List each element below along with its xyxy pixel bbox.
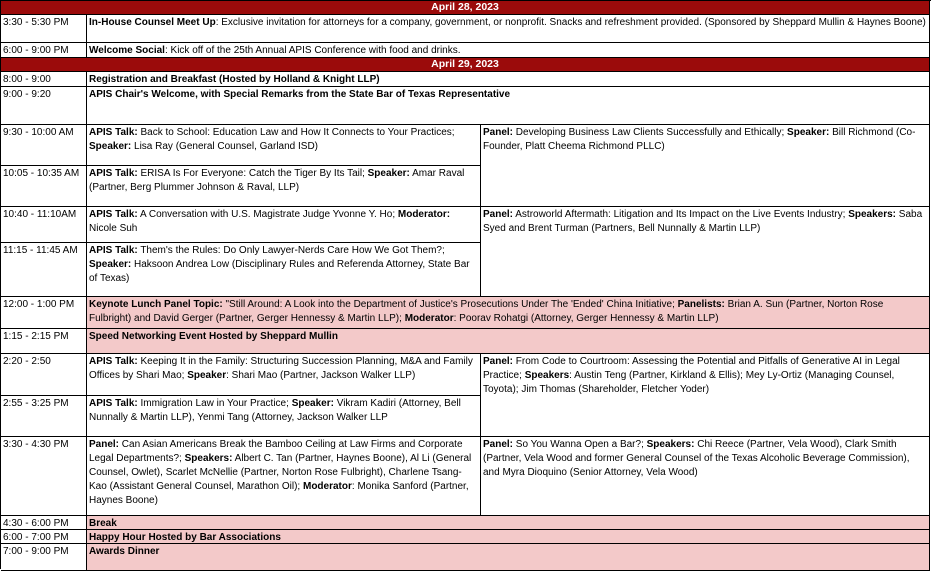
session-description: : Kick off of the 25th Annual APIS Conference with food and drinks. bbox=[164, 45, 461, 56]
time-cell: 1:15 - 2:15 PM bbox=[1, 329, 87, 354]
session-title: Registration and Breakfast (Hosted by Holland & Knight LLP) bbox=[89, 74, 380, 85]
session-kind: Panel: bbox=[89, 439, 120, 450]
session-kind: Keynote Lunch Panel Topic: bbox=[89, 299, 223, 310]
session-topic: Immigration Law in Your Practice; bbox=[137, 398, 292, 409]
speaker-names: Chi Reece (Partner, Vela Wood), Clark Smith (Partner, Vela Wood and former General Counsel of the Texas Alcoholic Beverage Commission), and Myra Dioquino (Senior Attorney, Vela Wood) bbox=[483, 439, 910, 478]
speaker-names: Lisa Ray (General Counsel, Garland ISD) bbox=[131, 141, 318, 152]
session-astroworld-panel bbox=[481, 207, 930, 297]
speaker-names: Bill Richmond (Co-Founder, Platt Cheema Richmond PLLC) bbox=[483, 127, 916, 152]
session-immigration-law bbox=[87, 396, 481, 437]
speaker-names: Amar Raval (Partner, Berg Plummer Johnson & Raval, LLP) bbox=[89, 168, 465, 193]
speaker-label: Speaker: bbox=[89, 259, 132, 270]
session-kind: APIS Talk: bbox=[89, 245, 138, 256]
speaker-names: Vikram Kadiri (Attorney, Bell Nunnally & Martin LLP), Yenmi Tang (Attorney, Jackson Walker LLP bbox=[89, 398, 461, 423]
session-awards-dinner bbox=[87, 544, 930, 571]
speaker-label: Speakers: bbox=[646, 439, 695, 450]
session-kind: Panel: bbox=[483, 356, 514, 367]
session-generative-ai-panel bbox=[481, 354, 930, 437]
session-title: Welcome Social bbox=[89, 45, 165, 56]
time-cell: 10:40 - 11:10AM bbox=[1, 207, 87, 243]
time-cell: 6:00 - 7:00 PM bbox=[1, 530, 87, 544]
session-bamboo-ceiling-panel bbox=[87, 437, 481, 516]
moderator-label: Moderator: bbox=[397, 209, 451, 220]
session-topic: Developing Business Law Clients Successfully and Ethically; bbox=[513, 127, 788, 138]
moderator-name: Nicole Suh bbox=[89, 223, 138, 234]
moderator-label: Moderator bbox=[302, 481, 352, 492]
time-cell: 3:30 - 5:30 PM bbox=[1, 15, 87, 43]
time-cell: 12:00 - 1:00 PM bbox=[1, 297, 87, 329]
time-cell: 7:00 - 9:00 PM bbox=[1, 544, 87, 571]
moderator-name: : Monika Sanford (Partner, Haynes Boone) bbox=[89, 481, 469, 506]
session-kind: APIS Talk: bbox=[89, 209, 138, 220]
session-kind: APIS Talk: bbox=[89, 398, 138, 409]
speaker-label: Speaker: bbox=[89, 141, 132, 152]
session-topic: Back to School: Education Law and How It Connects to Your Practices; bbox=[137, 127, 455, 138]
session-topic: Can Asian Americans Break the Bamboo Ceiling at Law Firms and Corporate Legal Departments?; bbox=[89, 439, 463, 464]
date-header-april-29: April 29, 2023 bbox=[1, 58, 930, 72]
speaker-names: Haksoon Andrea Low (Disciplinary Rules and Referenda Attorney, State Bar of Texas) bbox=[89, 259, 470, 284]
session-title: In-House Counsel Meet Up bbox=[89, 17, 216, 28]
session-speed-networking bbox=[87, 329, 930, 354]
speaker-label: Speaker: bbox=[367, 168, 410, 179]
speaker-label: Speakers: bbox=[184, 453, 233, 464]
session-title: Happy Hour Hosted by Bar Associations bbox=[89, 532, 281, 543]
session-chair-welcome bbox=[87, 87, 930, 125]
session-rules bbox=[87, 243, 481, 297]
session-kind: APIS Talk: bbox=[89, 168, 138, 179]
speaker-names: Albert C. Tan (Partner, Haynes Boone), Al Li (General Counsel, Owlet), Scarlet McNellie (Partner, Norton Rose Fulbright), Charlene Tsang-Kao (Assistant General Counsel, Marathon Oil); bbox=[89, 453, 472, 492]
session-welcome-social bbox=[87, 43, 930, 58]
session-education-law bbox=[87, 125, 481, 166]
speaker-label: Speaker: bbox=[291, 398, 334, 409]
session-topic: Keeping It in the Family: Structuring Succession Planning, M&A and Family Offices by Shari Mao; bbox=[89, 356, 473, 381]
panelists-label: Panelists: bbox=[677, 299, 725, 310]
time-cell: 3:30 - 4:30 PM bbox=[1, 437, 87, 516]
session-topic: "Still Around: A Look into the Department of Justice's Prosecutions Under The 'Ended' China Initiative; bbox=[222, 299, 678, 310]
speaker-names: : Austin Teng (Partner, Kirkland & Ellis); Mey Ly-Ortiz (Managing Counsel, Toyota); Jim Thomas (Shareholder, Fletcher Yoder) bbox=[483, 370, 895, 395]
session-break bbox=[87, 516, 930, 530]
speaker-label: Speaker bbox=[187, 370, 227, 381]
session-topic: ERISA Is For Everyone: Catch the Tiger By Its Tail; bbox=[137, 168, 368, 179]
date-header-april-28: April 28, 2023 bbox=[1, 1, 930, 15]
session-happy-hour bbox=[87, 530, 930, 544]
time-cell: 9:30 - 10:00 AM bbox=[1, 125, 87, 166]
session-title: Awards Dinner bbox=[89, 546, 160, 557]
moderator-label: Moderator bbox=[404, 313, 454, 324]
session-title: Speed Networking Event Hosted by Sheppard Mullin bbox=[89, 331, 338, 342]
session-title: Break bbox=[89, 518, 117, 529]
speaker-label: Speakers bbox=[524, 370, 570, 381]
time-cell: 6:00 - 9:00 PM bbox=[1, 43, 87, 58]
speaker-label: Speaker: bbox=[787, 127, 830, 138]
time-cell: 11:15 - 11:45 AM bbox=[1, 243, 87, 297]
panelist-names: Brian A. Sun (Partner, Norton Rose Fulbright) and David Gerger (Partner, Gerger Hennessy & Martin LLP); bbox=[89, 299, 884, 324]
session-erisa bbox=[87, 166, 481, 207]
session-kind: APIS Talk: bbox=[89, 127, 138, 138]
session-topic: Them's the Rules: Do Only Lawyer-Nerds Care How We Got Them?; bbox=[137, 245, 445, 256]
session-open-a-bar-panel bbox=[481, 437, 930, 516]
session-topic: From Code to Courtroom: Assessing the Potential and Pitfalls of Generative AI in Legal Practice; bbox=[483, 356, 900, 381]
session-topic: A Conversation with U.S. Magistrate Judge Yvonne Y. Ho; bbox=[137, 209, 398, 220]
session-keynote-lunch bbox=[87, 297, 930, 329]
session-description: : Exclusive invitation for attorneys for a company, government, or nonprofit. Snacks and refreshment provided. (Sponsored by Sheppard Mullin & Haynes Boone) bbox=[215, 17, 926, 28]
speaker-names: Saba Syed and Brent Turman (Partners, Bell Nunnally & Martin LLP) bbox=[483, 209, 923, 234]
session-kind: APIS Talk: bbox=[89, 356, 138, 367]
session-business-law-panel bbox=[481, 125, 930, 207]
time-cell: 8:00 - 9:00 bbox=[1, 72, 87, 87]
session-kind: Panel: bbox=[483, 127, 514, 138]
session-kind: Panel: bbox=[483, 209, 514, 220]
speaker-names: : Shari Mao (Partner, Jackson Walker LLP) bbox=[226, 370, 416, 381]
session-title: APIS Chair's Welcome, with Special Remarks from the State Bar of Texas Representative bbox=[89, 89, 511, 100]
session-magistrate-judge bbox=[87, 207, 481, 243]
speaker-label: Speakers: bbox=[848, 209, 896, 220]
time-cell: 2:55 - 3:25 PM bbox=[1, 396, 87, 437]
time-cell: 10:05 - 10:35 AM bbox=[1, 166, 87, 207]
session-kind: Panel: bbox=[483, 439, 514, 450]
time-cell: 2:20 - 2:50 bbox=[1, 354, 87, 396]
session-topic: Astroworld Aftermath: Litigation and Its Impact on the Live Events Industry; bbox=[513, 209, 849, 220]
session-registration bbox=[87, 72, 930, 87]
session-succession-planning bbox=[87, 354, 481, 396]
moderator-name: : Poorav Rohatgi (Attorney, Gerger Hennessy & Martin LLP) bbox=[453, 313, 719, 324]
session-in-house-counsel bbox=[87, 15, 930, 43]
time-cell: 9:00 - 9:20 bbox=[1, 87, 87, 125]
session-topic: So You Wanna Open a Bar?; bbox=[513, 439, 647, 450]
time-cell: 4:30 - 6:00 PM bbox=[1, 516, 87, 530]
